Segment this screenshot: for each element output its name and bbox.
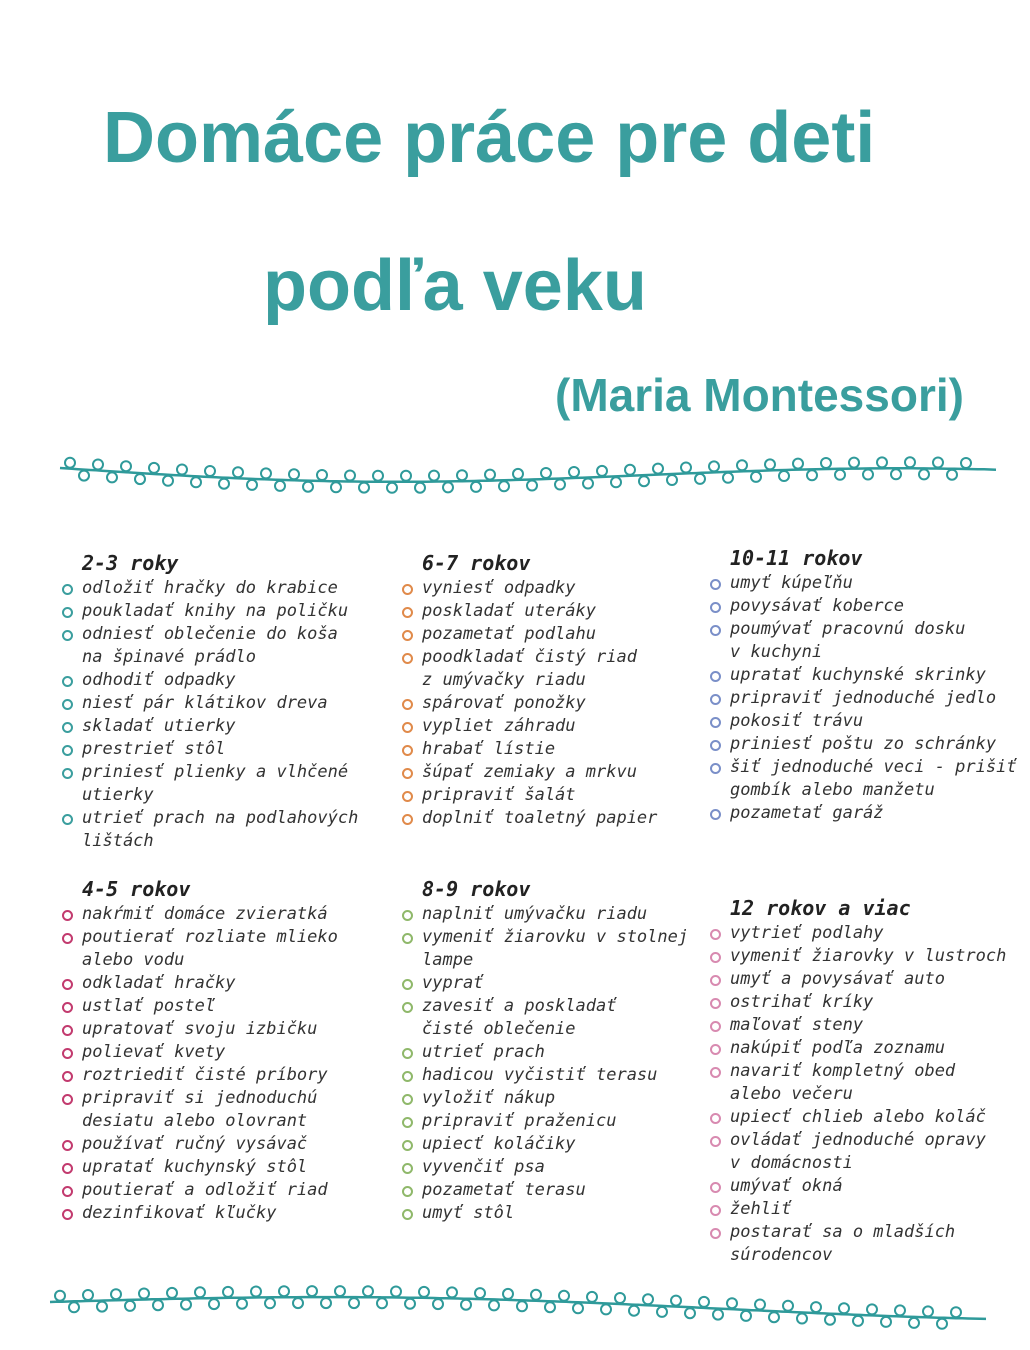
chore-text: upratať kuchynské skrinky — [730, 665, 986, 685]
chore-item — [62, 1041, 362, 1064]
chore-text: pozametať podlahu — [422, 624, 596, 644]
age-group-4-5 — [62, 877, 362, 1225]
chore-item — [710, 922, 1010, 945]
chore-text: upratovať svoju izbičku — [82, 1019, 318, 1039]
chore-text: ustlať posteľ — [82, 996, 216, 1016]
chore-text: umývať okná — [730, 1176, 843, 1196]
chore-text: skladať utierky — [82, 716, 236, 736]
chore-item — [710, 1037, 1010, 1060]
chore-item — [62, 761, 362, 807]
chore-text: pozametať terasu — [422, 1180, 586, 1200]
chore-text: vyvenčiť psa — [422, 1157, 545, 1177]
chore-item — [402, 761, 702, 784]
chore-item — [402, 926, 702, 972]
chore-item — [710, 1106, 1010, 1129]
chore-text: ostrihať kríky — [730, 992, 874, 1012]
chore-item — [62, 1179, 362, 1202]
chore-text: šiť jednoduché veci - prišiť — [730, 757, 1017, 777]
chore-item — [710, 595, 1010, 618]
chore-text: používať ručný vysávač — [82, 1134, 308, 1154]
chore-text: priniesť poštu zo schránky — [730, 734, 997, 754]
chore-text: súrodencov — [730, 1245, 833, 1265]
chore-list — [62, 903, 362, 1225]
chore-item — [402, 646, 702, 692]
chore-text: poumývať pracovnú dosku — [730, 619, 966, 639]
chore-item — [402, 784, 702, 807]
chore-text: upiecť koláčiky — [422, 1134, 576, 1154]
age-group-2-3 — [62, 551, 362, 853]
chore-text: navariť kompletný obed — [730, 1061, 956, 1081]
chore-list — [62, 577, 362, 853]
chore-text: roztriediť čisté príbory — [82, 1065, 328, 1085]
chore-item — [402, 1064, 702, 1087]
decorative-wave-bottom — [0, 1268, 1030, 1348]
chore-text: umyť kúpeľňu — [730, 573, 853, 593]
chore-text: vytrieť podlahy — [730, 923, 884, 943]
chore-text: nakŕmiť domáce zvieratká — [82, 904, 328, 924]
chore-text: lištách — [82, 831, 154, 851]
chore-text: upiecť chlieb alebo koláč — [730, 1107, 986, 1127]
chore-text: umyť a povysávať auto — [730, 969, 945, 989]
chore-list — [402, 903, 702, 1225]
chore-text: šúpať zemiaky a mrkvu — [422, 762, 637, 782]
chore-item — [402, 623, 702, 646]
chore-item — [402, 1202, 702, 1225]
chore-text: spárovať ponožky — [422, 693, 586, 713]
chore-text: umyť stôl — [422, 1203, 515, 1223]
chore-item — [62, 577, 362, 600]
chore-item — [710, 945, 1010, 968]
chore-text: pokosiť trávu — [730, 711, 864, 731]
chore-text: prestrieť stôl — [82, 739, 226, 759]
chore-item — [402, 1179, 702, 1202]
chore-item — [62, 1018, 362, 1041]
chore-text: priniesť plienky a vlhčené — [82, 762, 349, 782]
chore-text: dezinfikovať kľučky — [82, 1203, 277, 1223]
page-title-line1: Domáce práce pre deti — [103, 98, 876, 178]
chore-text: poskladať uteráky — [422, 601, 596, 621]
chore-item — [62, 1156, 362, 1179]
chore-text: vyniesť odpadky — [422, 578, 576, 598]
chore-list — [710, 922, 1010, 1267]
chore-text: lampe — [422, 950, 474, 970]
chore-item — [62, 715, 362, 738]
chore-item — [62, 903, 362, 926]
age-heading: 12 rokov a viac — [730, 896, 911, 920]
chore-item — [62, 972, 362, 995]
chore-item — [710, 710, 1010, 733]
chore-item — [710, 1198, 1010, 1221]
chore-text: naplniť umývačku riadu — [422, 904, 648, 924]
chore-item — [402, 738, 702, 761]
chore-text: poutierať a odložiť riad — [82, 1180, 328, 1200]
decorative-wave-top — [0, 430, 1030, 510]
chore-text: upratať kuchynský stôl — [82, 1157, 308, 1177]
chore-item — [402, 807, 702, 830]
chore-text: pripraviť šalát — [422, 785, 576, 805]
chore-text: utrieť prach — [422, 1042, 545, 1062]
chore-item — [710, 572, 1010, 595]
chore-item — [62, 623, 362, 669]
chore-text: hadicou vyčistiť terasu — [422, 1065, 658, 1085]
page-title-line2: podľa veku — [263, 246, 647, 326]
chore-item — [710, 1060, 1010, 1106]
chore-text: zavesiť a poskladať — [422, 996, 617, 1016]
chore-text: utierky — [82, 785, 154, 805]
chore-item — [710, 968, 1010, 991]
chore-list — [402, 577, 702, 830]
chore-item — [402, 1110, 702, 1133]
chore-item — [62, 600, 362, 623]
chore-item — [62, 738, 362, 761]
age-heading: 2-3 roky — [82, 551, 179, 575]
age-group-8-9 — [402, 877, 702, 1225]
chore-text: odložiť hračky do krabice — [82, 578, 338, 598]
chore-item — [402, 995, 702, 1041]
chore-text: poutierať rozliate mlieko — [82, 927, 338, 947]
chore-item — [402, 1133, 702, 1156]
chore-item — [402, 1156, 702, 1179]
chore-item — [710, 618, 1010, 664]
chore-item — [62, 1087, 362, 1133]
chore-text: v kuchyni — [730, 642, 823, 662]
chore-text: ovládať jednoduché opravy — [730, 1130, 986, 1150]
chore-text: doplniť toaletný papier — [422, 808, 658, 828]
chore-text: postarať sa o mladších — [730, 1222, 956, 1242]
chore-text: pripraviť si jednoduchú — [82, 1088, 318, 1108]
chore-text: na špinavé prádlo — [82, 647, 256, 667]
chore-item — [62, 926, 362, 972]
chore-text: utrieť prach na podlahových — [82, 808, 359, 828]
chore-text: vyložiť nákup — [422, 1088, 556, 1108]
chore-item — [62, 669, 362, 692]
age-heading: 8-9 rokov — [422, 877, 531, 901]
age-group-12-plus — [710, 896, 1010, 1267]
chore-text: čisté oblečenie — [422, 1019, 576, 1039]
chore-item — [402, 692, 702, 715]
chore-item — [710, 802, 1010, 825]
chore-text: vymeniť žiarovky v lustroch — [730, 946, 1007, 966]
chore-item — [710, 756, 1017, 802]
chore-text: desiatu alebo olovrant — [82, 1111, 308, 1131]
chore-item — [62, 1202, 362, 1225]
chore-text: poodkladať čistý riad — [422, 647, 637, 667]
chore-text: gombík alebo manžetu — [730, 780, 935, 800]
chore-item — [62, 995, 362, 1018]
chore-text: vyprať — [422, 973, 484, 993]
chore-text: pozametať garáž — [730, 803, 884, 823]
chore-item — [710, 991, 1010, 1014]
chore-text: povysávať koberce — [730, 596, 904, 616]
chore-item — [710, 1221, 1010, 1267]
chore-text: odhodiť odpadky — [82, 670, 236, 690]
age-heading: 4-5 rokov — [82, 877, 191, 901]
chore-item — [402, 600, 702, 623]
chore-item — [402, 972, 702, 995]
chore-item — [710, 1129, 1010, 1175]
chore-item — [710, 687, 1010, 710]
chore-text: hrabať lístie — [422, 739, 556, 759]
chore-item — [402, 1041, 702, 1064]
chore-text: žehliť — [730, 1199, 792, 1219]
chore-text: alebo vodu — [82, 950, 185, 970]
chore-item — [62, 1064, 362, 1087]
chore-item — [62, 807, 362, 853]
chore-text: odkladať hračky — [82, 973, 236, 993]
chore-item — [402, 577, 702, 600]
chore-item — [402, 1087, 702, 1110]
chore-text: nakúpiť podľa zoznamu — [730, 1038, 945, 1058]
chore-item — [710, 1014, 1010, 1037]
chore-item — [710, 1175, 1010, 1198]
age-heading: 6-7 rokov — [422, 551, 531, 575]
chore-text: pripraviť praženicu — [422, 1111, 617, 1131]
chore-text: odniesť oblečenie do koša — [82, 624, 338, 644]
chore-item — [62, 1133, 362, 1156]
chore-text: vymeniť žiarovku v stolnej — [422, 927, 689, 947]
chore-item — [402, 903, 702, 926]
chore-text: vypliet záhradu — [422, 716, 576, 736]
chore-text: alebo večeru — [730, 1084, 853, 1104]
chore-text: pripraviť jednoduché jedlo — [730, 688, 997, 708]
chore-item — [402, 715, 702, 738]
author-subtitle: (Maria Montessori) — [555, 369, 964, 421]
chore-text: z umývačky riadu — [422, 670, 586, 690]
chore-text: v domácnosti — [730, 1153, 853, 1173]
chore-item — [710, 664, 1010, 687]
age-heading: 10-11 rokov — [730, 546, 863, 570]
age-group-10-11 — [710, 546, 1017, 825]
chore-text: maľovať steny — [730, 1015, 864, 1035]
chore-item — [62, 692, 362, 715]
age-group-6-7 — [402, 551, 702, 830]
chore-list — [710, 572, 1017, 825]
chore-item — [710, 733, 1010, 756]
chore-text: polievať kvety — [82, 1042, 226, 1062]
chore-text: niesť pár klátikov dreva — [82, 693, 328, 713]
chore-text: poukladať knihy na poličku — [82, 601, 349, 621]
